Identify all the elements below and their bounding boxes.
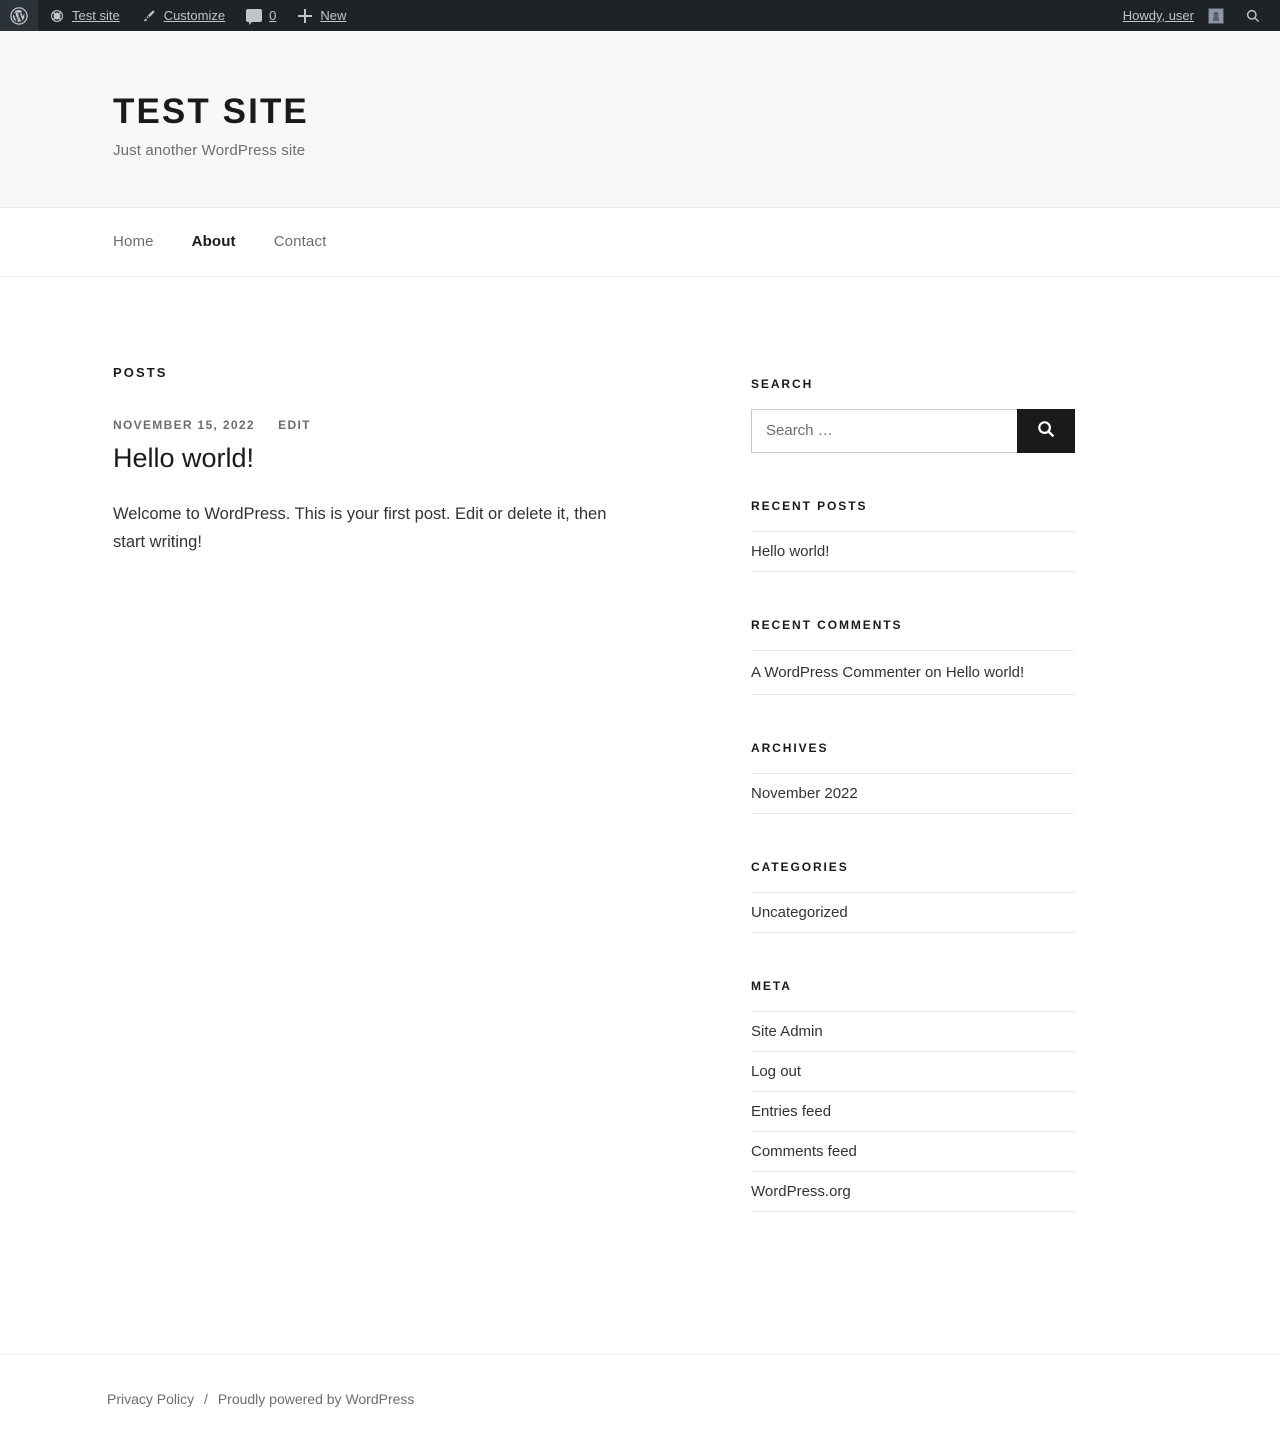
categories-list bbox=[751, 892, 1075, 933]
post-title-link[interactable]: Hello world! bbox=[113, 442, 255, 473]
search-icon bbox=[1036, 419, 1056, 442]
widget-title-search: SEARCH bbox=[751, 376, 814, 391]
list-item[interactable] bbox=[751, 1132, 1075, 1172]
list-item[interactable] bbox=[751, 774, 1075, 814]
admin-bar-wp-logo[interactable] bbox=[0, 0, 38, 31]
page-title bbox=[113, 93, 1167, 132]
sidebar bbox=[751, 365, 1075, 1258]
primary-navigation bbox=[0, 208, 1280, 277]
widget-title-categories: CATEGORIES bbox=[751, 859, 849, 874]
widget-recent-posts bbox=[751, 499, 1075, 572]
wordpress-credit-link[interactable]: Proudly powered by WordPress bbox=[217, 1390, 415, 1407]
post-meta bbox=[113, 418, 693, 432]
meta-link-log-out[interactable]: Log out bbox=[751, 1062, 802, 1080]
list-item[interactable] bbox=[751, 893, 1075, 933]
category-link[interactable]: Uncategorized bbox=[751, 903, 848, 921]
search-submit-button[interactable] bbox=[1017, 409, 1075, 453]
content-wrap bbox=[93, 277, 1187, 1258]
post-title bbox=[113, 442, 693, 476]
list-item bbox=[751, 651, 1075, 695]
widget-meta bbox=[751, 979, 1075, 1212]
dashboard-icon bbox=[48, 7, 66, 25]
admin-bar-new-label: New bbox=[320, 8, 347, 23]
post-body-text: Welcome to WordPress. This is your first post. Edit or delete it, then start writing! bbox=[113, 505, 607, 551]
recent-comments-list bbox=[751, 650, 1075, 695]
comment-connector: on bbox=[924, 663, 942, 681]
widget-title-meta: META bbox=[751, 978, 792, 993]
admin-bar-customize-label: Customize bbox=[163, 8, 226, 23]
post-edit-link[interactable]: EDIT bbox=[278, 417, 311, 432]
widget-archives bbox=[751, 741, 1075, 814]
privacy-policy-link[interactable]: Privacy Policy bbox=[107, 1390, 195, 1407]
admin-bar-right bbox=[1113, 0, 1272, 31]
nav-list bbox=[113, 208, 1167, 276]
site-footer bbox=[0, 1354, 1280, 1447]
nav-link-about[interactable]: About bbox=[191, 232, 236, 250]
admin-bar bbox=[0, 0, 1280, 31]
paintbrush-icon bbox=[140, 7, 158, 25]
list-item[interactable] bbox=[751, 1092, 1075, 1132]
admin-bar-howdy-label: Howdy, user bbox=[1122, 8, 1194, 23]
meta-link-site-admin[interactable]: Site Admin bbox=[751, 1022, 823, 1040]
widget-recent-comments bbox=[751, 618, 1075, 695]
meta-link-wordpress-org[interactable]: WordPress.org bbox=[751, 1182, 851, 1200]
post-content bbox=[113, 501, 693, 556]
comment-icon bbox=[245, 7, 263, 25]
search-input[interactable] bbox=[751, 409, 1017, 453]
main-content bbox=[113, 365, 693, 557]
admin-bar-left bbox=[0, 0, 356, 31]
meta-link-entries-feed[interactable]: Entries feed bbox=[751, 1102, 832, 1120]
site-title-link[interactable]: TEST SITE bbox=[113, 92, 309, 131]
avatar bbox=[1208, 8, 1224, 24]
admin-bar-site-name[interactable] bbox=[38, 0, 130, 31]
nav-item-home[interactable] bbox=[113, 233, 154, 251]
widget-title-archives: ARCHIVES bbox=[751, 740, 829, 755]
list-item[interactable] bbox=[751, 532, 1075, 572]
list-item[interactable] bbox=[751, 1052, 1075, 1092]
wordpress-logo-icon bbox=[10, 7, 28, 25]
meta-link-comments-feed[interactable]: Comments feed bbox=[751, 1142, 857, 1160]
admin-bar-comments-count: 0 bbox=[269, 8, 277, 23]
admin-bar-site-name-label: Test site bbox=[72, 8, 120, 23]
list-item[interactable] bbox=[751, 1172, 1075, 1212]
nav-link-home[interactable]: Home bbox=[113, 232, 154, 250]
footer-separator: / bbox=[204, 1390, 208, 1407]
admin-bar-comments[interactable] bbox=[235, 0, 286, 31]
nav-item-about[interactable] bbox=[192, 233, 236, 251]
widget-categories bbox=[751, 860, 1075, 933]
site-header bbox=[0, 31, 1280, 208]
list-item[interactable] bbox=[751, 1012, 1075, 1052]
post-article bbox=[113, 418, 693, 557]
comment-post-link[interactable]: Hello world! bbox=[945, 663, 1025, 681]
meta-list bbox=[751, 1011, 1075, 1212]
posts-label: POSTS bbox=[113, 364, 168, 380]
archives-list bbox=[751, 773, 1075, 814]
admin-bar-new-content[interactable] bbox=[286, 0, 356, 31]
widget-title-recent-comments: RECENT COMMENTS bbox=[751, 617, 903, 632]
recent-posts-list bbox=[751, 531, 1075, 572]
content-area bbox=[113, 277, 1167, 1258]
admin-bar-customize[interactable] bbox=[130, 0, 235, 31]
admin-bar-search-toggle[interactable] bbox=[1234, 0, 1272, 31]
search-icon bbox=[1244, 7, 1262, 25]
post-date-link[interactable]: NOVEMBER 15, 2022 bbox=[113, 417, 255, 432]
nav-link-contact[interactable]: Contact bbox=[273, 232, 327, 250]
archive-link[interactable]: November 2022 bbox=[751, 784, 858, 802]
footer-credits bbox=[93, 1391, 1187, 1407]
search-form bbox=[751, 409, 1075, 453]
plus-icon bbox=[296, 7, 314, 25]
nav-item-contact[interactable] bbox=[274, 233, 327, 251]
widget-search bbox=[751, 377, 1075, 453]
recent-post-link[interactable]: Hello world! bbox=[751, 542, 830, 560]
admin-bar-my-account[interactable] bbox=[1113, 0, 1234, 31]
widget-title-recent-posts: RECENT POSTS bbox=[751, 498, 868, 513]
comment-author: A WordPress Commenter bbox=[751, 663, 921, 681]
site-description: Just another WordPress site bbox=[113, 141, 306, 159]
